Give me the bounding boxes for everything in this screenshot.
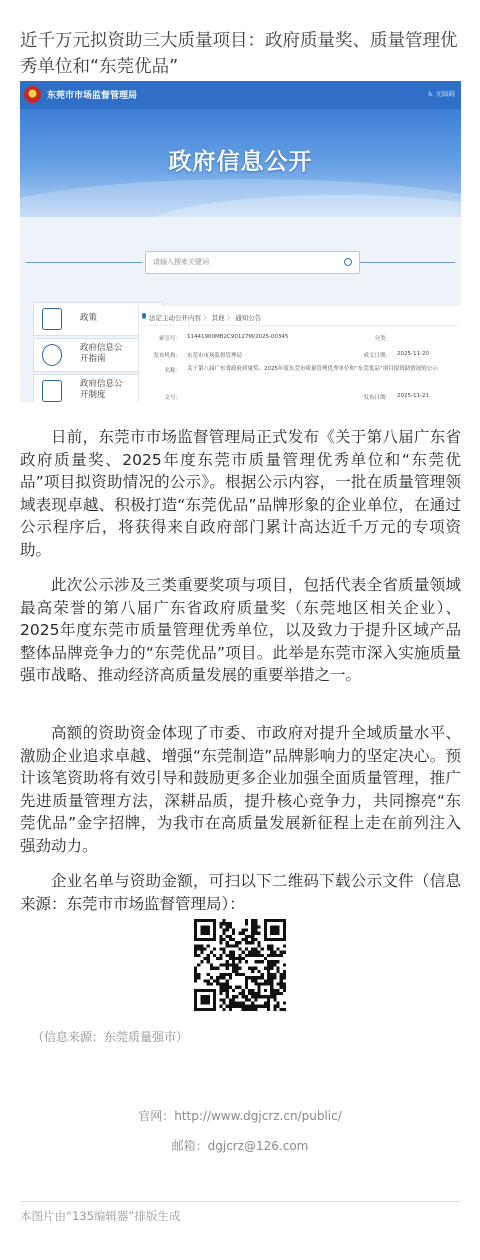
banner [20,109,461,217]
editor-footnote: 本图片由“135编辑器”排版生成 [20,1209,181,1223]
website-link[interactable]: 官网：http://www.dgjcrz.cn/public/ [138,1109,342,1123]
banner-title: 政府信息公开 [168,149,313,175]
announcement-screenshot [20,81,461,402]
source-note: （信息来源：东莞质量强市） [32,1030,189,1044]
menu-label: 政策 [80,313,98,323]
article-title: 近千万元拟资助三大质量项目：政府质量奖、质量管理优秀单位和“东莞优品” [20,31,458,77]
divider [20,1201,461,1202]
search-placeholder: 请输入搜索关键词 [153,258,209,266]
paragraph-2: 此次公示涉及三类重要奖项与项目，包括代表全省质量领域最高荣誉的第八届广东省政府质量奖（东莞地区相关企业）、2025年度东莞市质量管理优秀单位，以及致力于提升区域产品整体品牌竞争力的“东莞优品”项目。此举是东莞市深入实施质量强市战略、推动经济高质量发展的重要举措之一。 [20,576,461,684]
paragraph-4: 企业名单与资助金额，可扫以下二维码下载公示文件（信息来源：东莞市市场监督管理局）： [20,872,461,913]
site-header-bar [20,81,461,109]
divider-left [26,262,142,263]
compass-icon [42,344,62,366]
accessibility-link: ♿ 无障碍 [427,90,455,98]
menu-label: 政府信息公开指南 [80,343,123,364]
list-icon [42,380,62,402]
email-link[interactable]: 邮箱：dgjcrz@126.com [171,1139,309,1153]
qr-code[interactable] [194,919,286,1011]
breadcrumb: 法定主动公开内容 〉 其他 〉 通知公告 [149,314,262,322]
info-panel: 法定主动公开内容 〉 其他 〉 通知公告 索引号： 11441900MB2C90127M/2025-00345 分类： 发布机构： 东莞市市场监督管理局 成文日期： 2025-11-20 名称： 关于第八届广东省政府质量奖、2025年度东莞市质量管理优秀单位和“东莞优品”项目拟资助情况的公示 文号： 发布日期： 2025-11-21 [138,306,461,402]
search-icon [344,258,352,266]
location-pin-icon [142,313,146,319]
book-icon [42,308,62,330]
paragraph-1: 日前，东莞市市场监督管理局正式发布《关于第八届广东省政府质量奖、2025年度东莞市质量管理优秀单位和“东莞优品”项目拟资助情况的公示》。根据公示内容，一批在质量管理领域表现卓越、积极打造“东莞优品”品牌形象的企业单位，在通过公示程序后，将获得来自政府部门累计高达近千万元的专项资助。 [20,428,461,559]
menu-label: 政府信息公开制度 [80,379,123,400]
paragraph-3: 高额的资助资金体现了市委、市政府对提升全域质量水平、激励企业追求卓越、增强“东莞制造”品牌影响力的坚定决心。预计该笔资助将有效引导和鼓励更多企业加强全面质量管理，推广先进质量管理方法，深耕品质，提升核心竞争力，共同擦亮“东莞优品”金字招牌，为我市在高质量发展新征程上走在前列注入强劲动力。 [20,724,461,855]
search-box [145,251,360,274]
site-name: 东莞市市场监督管理局 [47,91,138,101]
national-emblem-icon [24,86,41,103]
divider-right [359,262,455,263]
